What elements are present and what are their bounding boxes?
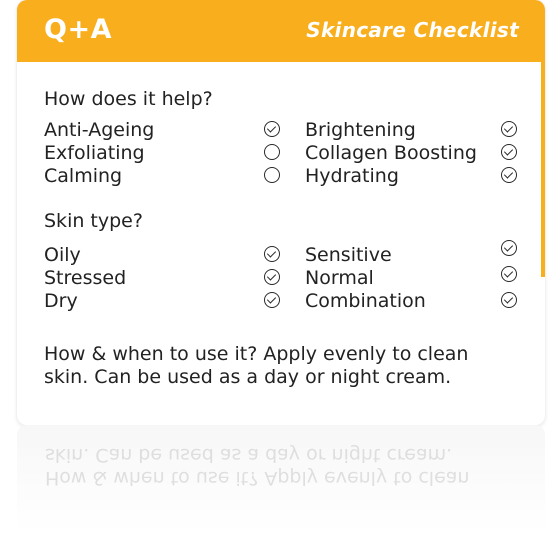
empty-circle-icon [264,144,280,160]
skin-item-label: Sensitive [305,244,392,266]
checkmark-icon [501,167,517,183]
skin-item-label: Dry [44,290,78,312]
checkmark-icon [501,292,517,308]
checkmark-icon [264,246,280,262]
help-item-label: Anti-Ageing [44,119,155,141]
skin-item-label: Normal [305,267,374,289]
card-reflection [17,425,545,560]
help-item-label: Brightening [305,119,416,141]
empty-circle-icon [264,167,280,183]
help-item-collagen-boosting [305,142,477,164]
help-item-exfoliating [44,142,145,164]
help-question: How does it help? [44,88,213,110]
checkmark-icon [264,292,280,308]
reflected-usage-text: How & when to use it? Apply evenly to clean skin. Can be used as a day or night cream. [45,444,470,489]
skin-item-label: Oily [44,244,81,266]
skin-item-label: Combination [305,290,426,312]
skin-item-oily [44,244,81,266]
skin-item-combination [305,290,426,312]
skin-item-dry [44,290,78,312]
skincare-checklist-card [17,0,545,425]
checkmark-icon [501,144,517,160]
checkmark-icon [264,269,280,285]
help-item-calming [44,165,122,187]
help-item-brightening [305,119,416,141]
skin-type-question: Skin type? [44,210,143,232]
checkmark-icon [264,121,280,137]
checkmark-icon [501,121,517,137]
checkmark-icon [501,266,517,282]
skin-item-sensitive [305,244,392,266]
skin-item-normal [305,267,374,289]
skin-item-label: Stressed [44,267,127,289]
help-item-label: Calming [44,165,123,187]
card-header [17,0,545,62]
help-item-label: Hydrating [305,165,399,187]
checkmark-icon [501,240,517,256]
usage-instructions: How & when to use it? Apply evenly to clean skin. Can be used as a day or night cream. [44,343,469,388]
skin-item-stressed [44,267,126,289]
checklist-title: Skincare Checklist [306,18,519,42]
help-item-label: Exfoliating [44,142,145,164]
accent-stripe [541,62,545,277]
brand-logo: Q+A [44,14,112,45]
help-item-label: Collagen Boosting [305,142,477,164]
help-item-anti-ageing [44,119,154,141]
help-item-hydrating [305,165,399,187]
